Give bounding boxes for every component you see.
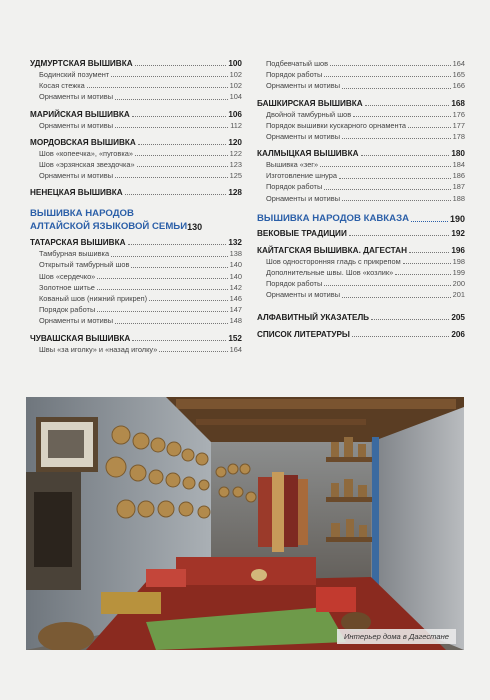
toc-entry-label: АЛФАВИТНЫЙ УКАЗАТЕЛЬ (257, 312, 370, 322)
toc-entry-page: 106 (228, 109, 242, 119)
toc-entry-label: Изготовление шнура (266, 171, 337, 181)
toc-entry-page: 178 (452, 131, 465, 141)
photo-caption: Интерьер дома в Дагестане (337, 629, 456, 644)
toc-entry-label: Порядок работы (39, 305, 96, 315)
toc-entry-label: Дополнительные швы. Шов «козлик» (266, 268, 394, 278)
toc-leader (339, 178, 451, 179)
toc-entry-page: 186 (452, 171, 465, 181)
toc-entry-label: Открытый тамбурный шов (39, 260, 130, 270)
toc-leader (135, 65, 227, 66)
toc-chapter[interactable] (257, 98, 465, 109)
toc-entry[interactable] (257, 170, 465, 181)
toc-entry[interactable] (257, 278, 465, 289)
toc-entry-label: БАШКИРСКАЯ ВЫШИВКА (257, 98, 363, 108)
toc-leader (138, 144, 227, 145)
toc-entry-label: Орнаменты и мотивы (39, 171, 114, 181)
toc-entry-page: 112 (230, 120, 242, 130)
toc-leader (371, 319, 449, 320)
toc-entry-label: КАЙТАГСКАЯ ВЫШИВКА. ДАГЕСТАН (257, 245, 407, 255)
toc-entry-label: НЕНЕЦКАЯ ВЫШИВКА (30, 188, 123, 198)
toc-entry[interactable] (30, 260, 242, 271)
toc-entry[interactable] (257, 182, 465, 193)
toc-entry-page: 206 (451, 329, 465, 339)
toc-entry-label: МАРИЙСКАЯ ВЫШИВКА (30, 109, 130, 119)
toc-leader (131, 267, 227, 268)
toc-leader (361, 155, 450, 156)
toc-entry-page: 180 (451, 149, 465, 159)
toc-entry-label: Шов «копеечка», «пуговка» (39, 148, 133, 158)
toc-entry[interactable] (30, 170, 242, 181)
toc-entry-label: ЧУВАШСКАЯ ВЫШИВКА (30, 333, 131, 343)
toc-entry[interactable] (30, 148, 242, 159)
toc-entry-page: 102 (229, 81, 242, 91)
toc-entry[interactable] (30, 304, 242, 315)
toc-chapter[interactable] (257, 312, 465, 323)
toc-entry-page: 123 (229, 159, 242, 169)
toc-entry-label: МОРДОВСКАЯ ВЫШИВКА (30, 137, 136, 147)
toc-leader (365, 105, 450, 106)
toc-entry-page: 147 (229, 305, 242, 315)
toc-entry-label: Кованый шов (нижний прикреп) (39, 294, 148, 304)
toc-entry-page: 140 (229, 260, 242, 270)
toc-entry-page: 138 (229, 249, 242, 259)
toc-entry-page: 192 (451, 228, 465, 238)
toc-entry[interactable] (257, 289, 465, 300)
toc-entry-label: УДМУРТСКАЯ ВЫШИВКА (30, 59, 133, 68)
toc-entry-page: 187 (452, 182, 465, 192)
toc-leader (353, 116, 450, 117)
toc-entry-page: 104 (229, 92, 242, 102)
toc-entry[interactable] (30, 91, 242, 102)
toc-entry-label: Орнаменты и мотивы (266, 131, 341, 141)
toc-entry-label: Порядок работы (266, 279, 323, 289)
toc-chapter[interactable] (30, 187, 242, 198)
toc-entry[interactable] (30, 271, 242, 282)
toc-entry-page: 140 (229, 271, 242, 281)
toc-entry[interactable] (257, 80, 465, 91)
toc-entry-page: 200 (452, 279, 465, 289)
toc-entry-page: 164 (229, 344, 242, 354)
toc-entry-label: Орнаменты и мотивы (266, 290, 341, 300)
toc-entry-page: 205 (451, 312, 465, 322)
toc-entry-label: Орнаменты и мотивы (39, 316, 114, 326)
toc-entry-page: 196 (451, 245, 465, 255)
toc-entry-label: Золотное шитье (39, 282, 95, 292)
toc-leader (408, 127, 451, 128)
toc-entry[interactable] (30, 120, 242, 131)
toc-entry-page: 125 (229, 171, 242, 181)
toc-entry-label: Порядок вышивки кускарного орнамента (266, 120, 407, 130)
toc-entry[interactable] (257, 131, 465, 142)
toc-entry-page: 176 (452, 109, 465, 119)
toc-chapter[interactable] (257, 245, 465, 256)
toc-leader (342, 200, 451, 201)
toc-section-altai-line1: ВЫШИВКА НАРОДОВ (30, 208, 134, 220)
toc-entry[interactable] (30, 315, 242, 326)
toc-entry[interactable] (257, 159, 465, 170)
toc-entry-page: 201 (452, 290, 465, 300)
toc-entry-label: ВЕКОВЫЕ ТРАДИЦИИ (257, 228, 347, 238)
toc-entry-label: Бодинский позумент (39, 69, 110, 79)
toc-leader (342, 297, 451, 298)
toc-entry-label: Подбевчатый шов (266, 58, 329, 68)
toc-entry-page: 146 (229, 294, 242, 304)
toc-leader (395, 274, 450, 275)
toc-leader (97, 289, 228, 290)
toc-leader (320, 166, 451, 167)
toc-leader (349, 235, 449, 236)
toc-entry-page: 148 (229, 316, 242, 326)
toc-leader (324, 76, 450, 77)
toc-leader (115, 99, 228, 100)
toc-entry[interactable] (30, 69, 242, 80)
toc-chapter[interactable] (30, 237, 242, 248)
toc-leader (403, 263, 451, 264)
toc-entry-label: Порядок работы (266, 70, 323, 80)
toc-entry[interactable] (257, 58, 465, 69)
toc-entry-page: 132 (228, 238, 242, 248)
toc-chapter[interactable] (257, 228, 465, 239)
toc-leader (324, 189, 450, 190)
toc-entry-page: 199 (452, 268, 465, 278)
toc-leader (115, 323, 228, 324)
toc-entry[interactable] (30, 248, 242, 259)
toc-leader (149, 300, 228, 301)
toc-entry-label: КАЛМЫЦКАЯ ВЫШИВКА (257, 149, 359, 159)
toc-entry-page: 168 (451, 98, 465, 108)
toc-entry-page: 152 (228, 333, 242, 343)
toc-leader (409, 252, 449, 253)
toc-entry[interactable] (257, 109, 465, 120)
toc-entry[interactable] (30, 293, 242, 304)
toc-section-caucasus-label: ВЫШИВКА НАРОДОВ КАВКАЗА (257, 212, 410, 224)
toc-chapter[interactable] (257, 148, 465, 159)
toc-leader (115, 127, 228, 128)
toc-entry-label: Орнаменты и мотивы (39, 120, 114, 130)
toc-entry-page: 166 (452, 81, 465, 91)
toc-entry[interactable] (257, 120, 465, 131)
toc-leader (324, 285, 450, 286)
dagestan-interior-photo (26, 397, 464, 650)
toc-entry-label: Швы «за иголку» и «назад иголку» (39, 344, 158, 354)
toc-entry-page: 120 (228, 137, 242, 147)
toc-leader (115, 177, 228, 178)
toc-entry-label: Косая стежка (39, 81, 85, 91)
toc-leader (125, 194, 227, 195)
toc-leader (132, 340, 226, 341)
toc-leader (97, 311, 227, 312)
toc-entry-label: Вышивка «зег» (266, 160, 319, 170)
toc-entry[interactable] (257, 69, 465, 80)
toc-section-caucasus[interactable] (257, 212, 465, 225)
toc-entry-page: 164 (452, 58, 465, 68)
toc-entry-page: 184 (452, 160, 465, 170)
toc-leader (97, 278, 227, 279)
toc-entry-label: Шов односторонняя гладь с прикрепом (266, 256, 401, 266)
toc-entry[interactable] (30, 159, 242, 170)
toc-leader (111, 76, 227, 77)
toc-leader (87, 87, 228, 88)
toc-leader (342, 88, 451, 89)
toc-section-altai-line2: АЛТАЙСКОЙ ЯЗЫКОВОЙ СЕМЬИ (30, 221, 188, 233)
toc-entry[interactable] (30, 80, 242, 91)
toc-entry-label: Шов «сердечко» (39, 271, 96, 281)
toc-leader (135, 155, 228, 156)
toc-leader (330, 65, 451, 66)
toc-right-column (257, 58, 465, 340)
toc-entry-label: Орнаменты и мотивы (39, 92, 114, 102)
toc-section-altai-page: 130 (187, 222, 203, 233)
toc-entry-page: 142 (229, 282, 242, 292)
toc-entry-label: Порядок работы (266, 182, 323, 192)
toc-chapter[interactable] (30, 58, 242, 69)
toc-leader (111, 256, 228, 257)
toc-chapter[interactable] (30, 333, 242, 344)
toc-leader (159, 351, 227, 352)
toc-entry-label: Орнаменты и мотивы (266, 193, 341, 203)
toc-leader (137, 166, 228, 167)
toc-chapter[interactable] (257, 329, 465, 340)
toc-entry-label: Орнаменты и мотивы (266, 81, 341, 91)
toc-entry-label: Тамбурная вышивка (39, 249, 110, 259)
toc-entry-page: 102 (229, 69, 242, 79)
toc-entry[interactable] (30, 344, 242, 355)
toc-entry[interactable] (257, 256, 465, 267)
toc-entry[interactable] (257, 267, 465, 278)
toc-chapter[interactable] (30, 137, 242, 148)
toc-entry-page: 122 (229, 148, 242, 158)
toc-entry-label: СПИСОК ЛИТЕРАТУРЫ (257, 329, 350, 339)
toc-entry-label: Шов «эрзянская звездочка» (39, 159, 135, 169)
toc-section-altai[interactable] (30, 208, 242, 233)
toc-entry-label: Двойной тамбурный шов (266, 109, 352, 119)
toc-entry-page: 198 (452, 256, 465, 266)
toc-entry[interactable] (257, 193, 465, 204)
toc-chapter[interactable] (30, 109, 242, 120)
toc-entry-page: 188 (452, 193, 465, 203)
toc-left-column (30, 58, 242, 355)
toc-entry-label: ТАТАРСКАЯ ВЫШИВКА (30, 238, 126, 248)
toc-section-caucasus-page: 190 (449, 213, 465, 224)
toc-leader (128, 244, 227, 245)
toc-leader (411, 221, 448, 222)
toc-leader (352, 336, 449, 337)
toc-entry-page: 100 (228, 59, 242, 68)
toc-entry-page: 165 (452, 70, 465, 80)
toc-entry[interactable] (30, 282, 242, 293)
toc-entry-page: 177 (452, 120, 465, 130)
toc-entry-page: 128 (228, 188, 242, 198)
toc-leader (342, 138, 451, 139)
toc-leader (132, 116, 227, 117)
